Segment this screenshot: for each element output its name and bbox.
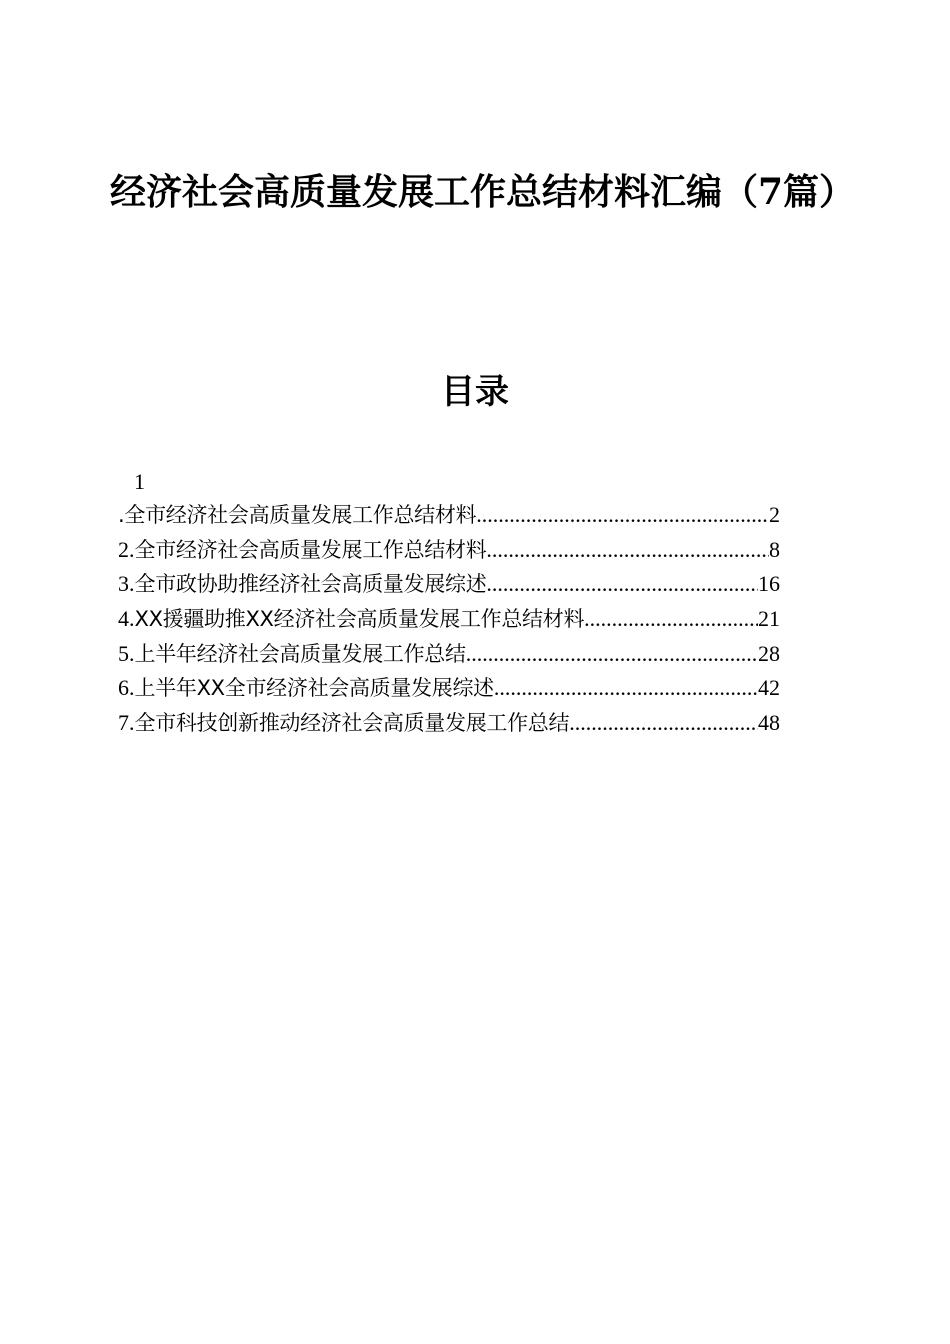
toc-leader-dots <box>569 706 758 741</box>
table-of-contents <box>118 464 780 741</box>
toc-entry-number: 2. <box>118 536 135 562</box>
toc-entry-number: 7. <box>118 710 135 736</box>
toc-entry-page: 2 <box>769 502 780 527</box>
toc-entry[interactable] <box>118 671 780 706</box>
toc-entry-page: 28 <box>758 640 780 666</box>
toc-entry-title: 全市科技创新推动经济社会高质量发展工作总结 <box>134 711 570 736</box>
toc-entry-number: 4. <box>118 606 135 632</box>
toc-entry[interactable] <box>118 637 780 672</box>
toc-entry-page: 48 <box>758 710 780 736</box>
toc-entry-1-number: 1 <box>134 469 145 494</box>
toc-leader-dots <box>486 567 758 602</box>
toc-leader-dots <box>476 498 769 533</box>
toc-heading: 目录 <box>441 372 509 412</box>
toc-entry[interactable] <box>118 602 780 637</box>
toc-entry[interactable] <box>118 706 780 741</box>
document-title: 经济社会高质量发展工作总结材料汇编（7篇） <box>110 171 856 213</box>
toc-entry-number: 5. <box>118 640 135 666</box>
toc-entry-number: 3. <box>118 571 135 597</box>
toc-entry-title: 上半年XX全市经济社会高质量发展综述 <box>134 676 494 701</box>
toc-entry-title: 全市政协助推经济社会高质量发展综述 <box>134 572 487 597</box>
toc-leader-dots <box>486 533 769 568</box>
toc-entry[interactable] <box>118 533 780 568</box>
toc-entry-number: 6. <box>118 675 135 701</box>
toc-entry-page: 42 <box>758 675 780 701</box>
toc-leader-dots <box>466 637 758 672</box>
toc-entry[interactable] <box>118 498 780 533</box>
toc-entry-page: 21 <box>758 606 780 632</box>
toc-entry-title: 全市经济社会高质量发展工作总结材料 <box>134 537 487 562</box>
toc-entry-title: 上半年经济社会高质量发展工作总结 <box>134 641 466 666</box>
toc-leader-dots <box>584 602 758 637</box>
toc-entry-page: 8 <box>769 536 780 562</box>
toc-leader-dots <box>494 671 758 706</box>
toc-entry[interactable] <box>118 567 780 602</box>
toc-entry-title: .全市经济社会高质量发展工作总结材料 <box>118 503 477 527</box>
toc-entry-page: 16 <box>758 571 780 597</box>
toc-entry-title: XX援疆助推XX经济社会高质量发展工作总结材料 <box>134 607 585 632</box>
